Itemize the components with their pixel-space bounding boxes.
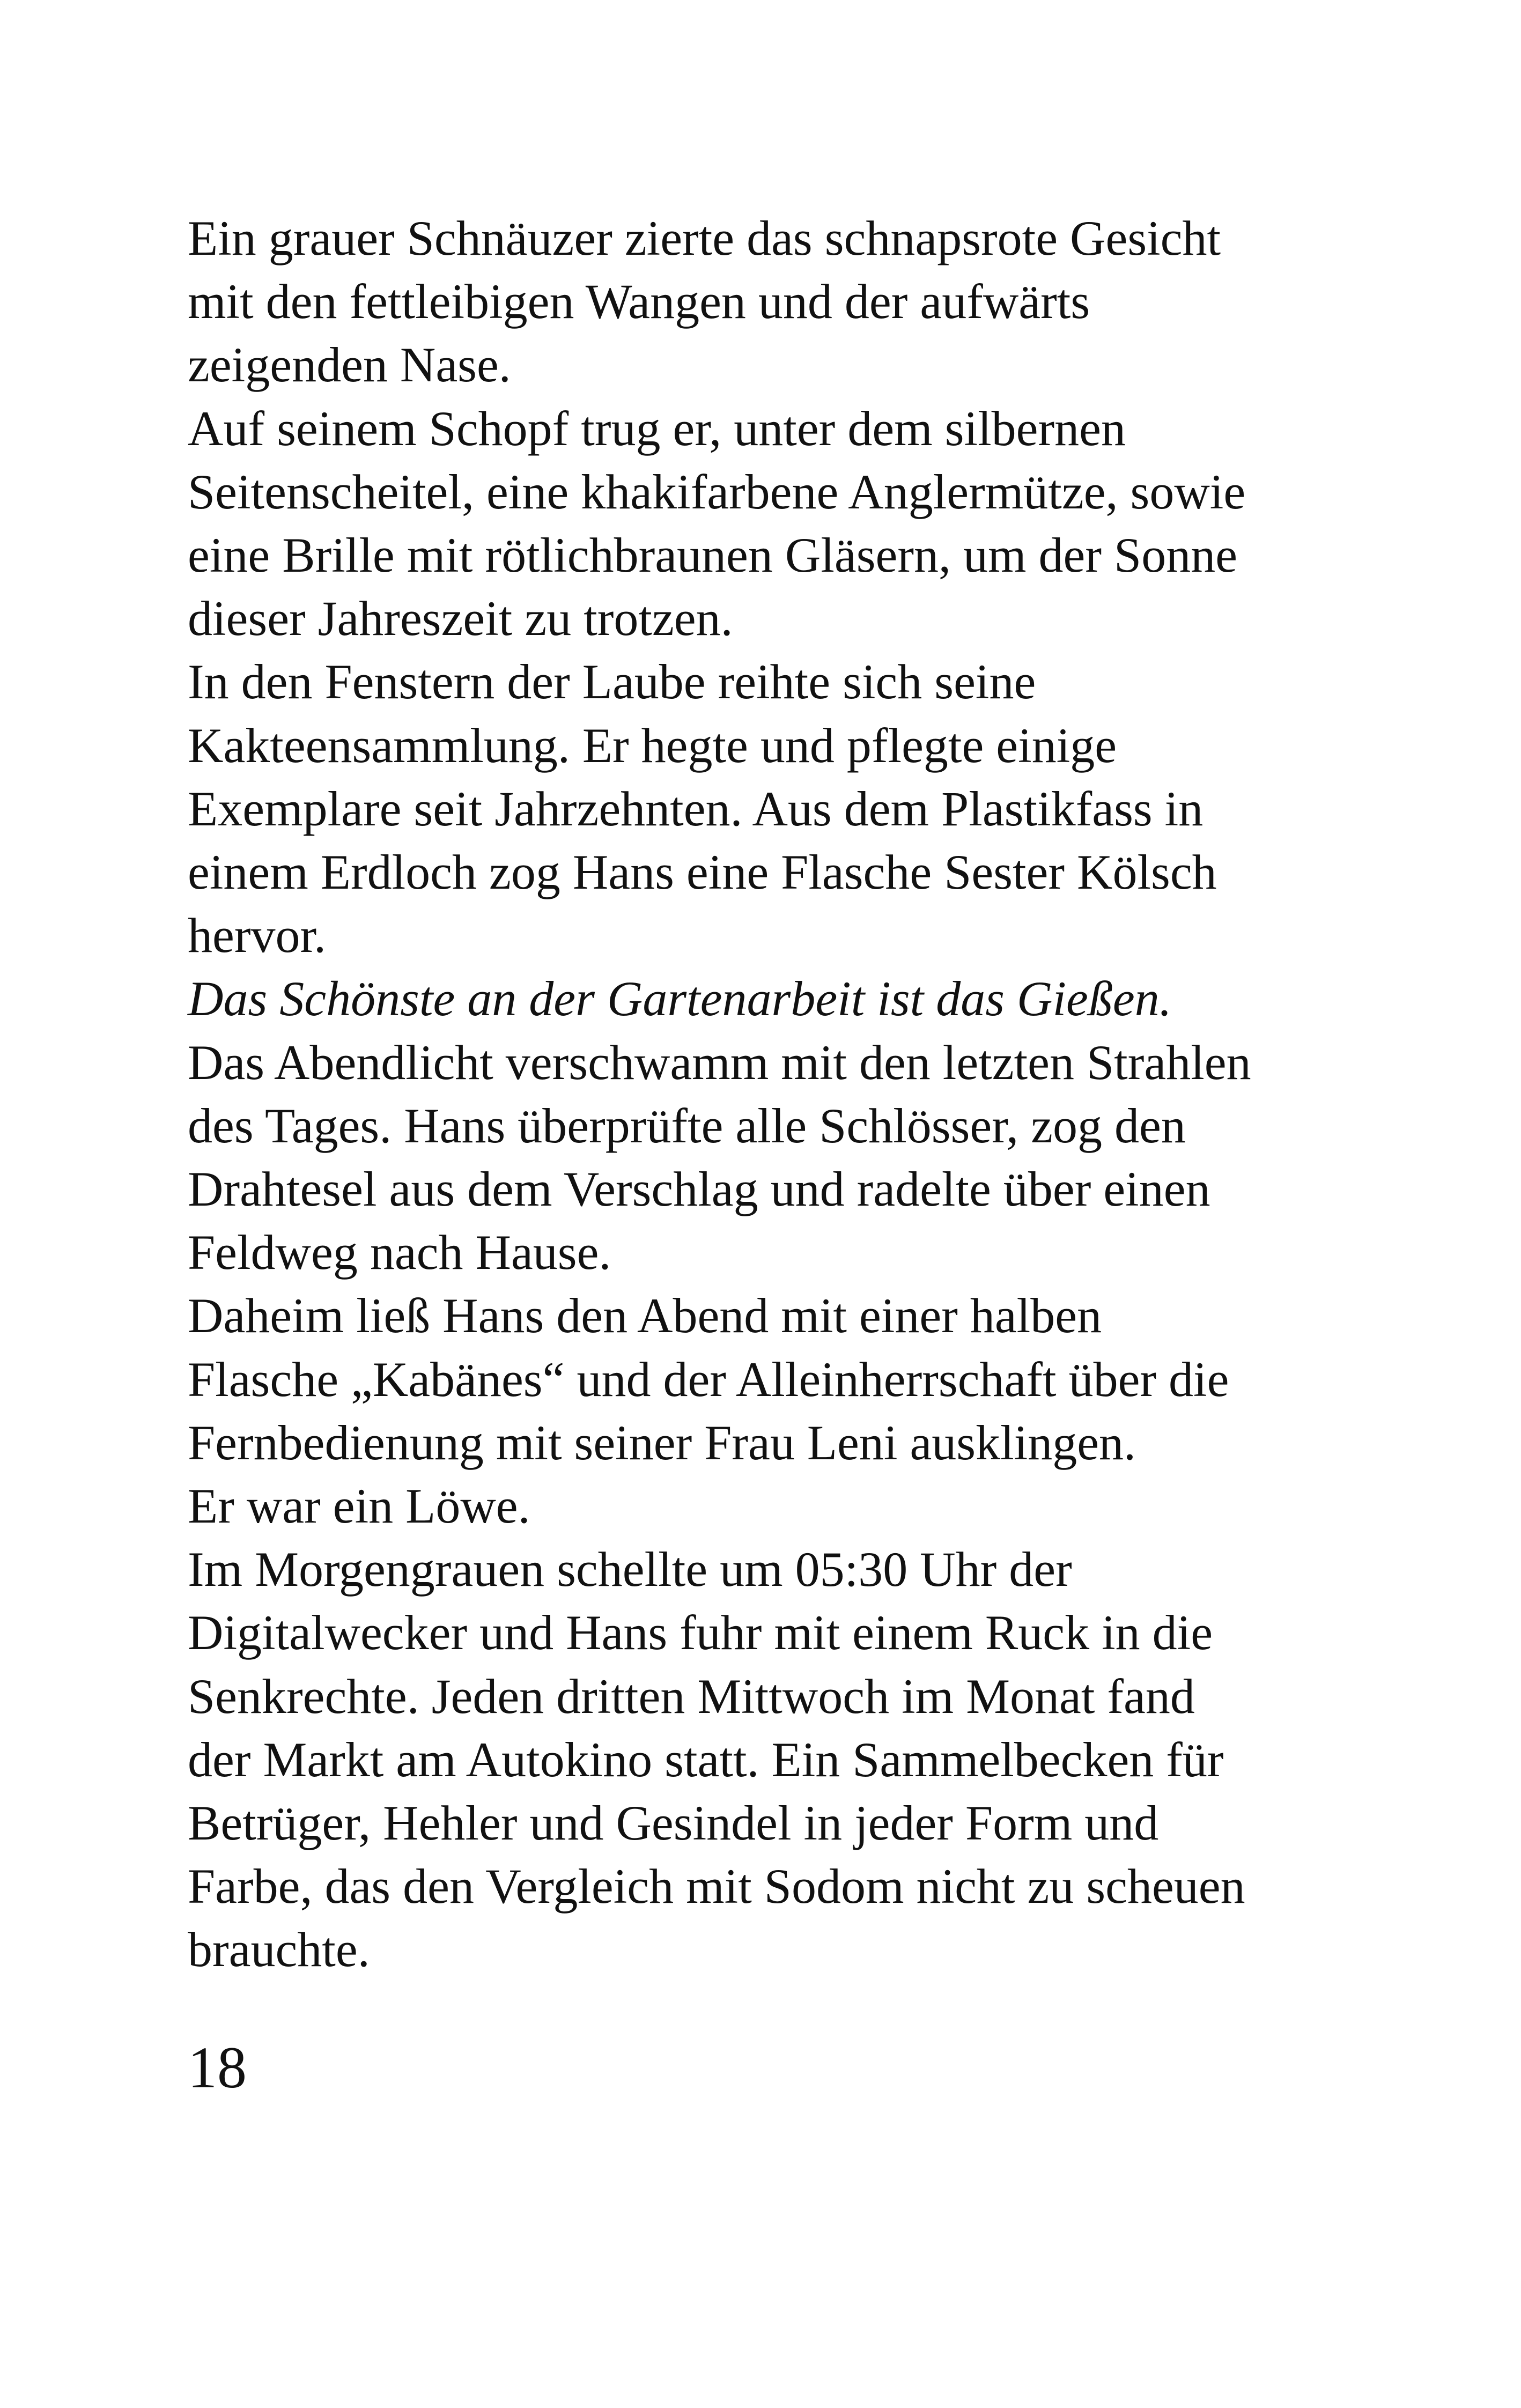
text-line: Betrüger, Hehler und Gesindel in jeder Form und <box>188 1796 1159 1850</box>
text-line: Das Schönste an der Gartenarbeit ist das Gießen. <box>188 971 1172 1026</box>
text-line: dieser Jahreszeit zu trotzen. <box>188 591 733 646</box>
text-line: Exemplare seit Jahrzehnten. Aus dem Plastikfass in <box>188 781 1203 836</box>
text-line: Im Morgengrauen schellte um 05:30 Uhr der <box>188 1542 1072 1597</box>
text-line: zeigenden Nase. <box>188 337 511 393</box>
text-line: hervor. <box>188 908 327 963</box>
text-line: Auf seinem Schopf trug er, unter dem silbernen <box>188 401 1126 456</box>
text-line: brauchte. <box>188 1922 370 1977</box>
text-line: der Markt am Autokino statt. Ein Sammelbecken für <box>188 1732 1224 1787</box>
text-line: Daheim ließ Hans den Abend mit einer halben <box>188 1288 1102 1343</box>
text-line: Das Abendlicht verschwamm mit den letzten Strahlen <box>188 1035 1251 1090</box>
text-line: des Tages. Hans überprüfte alle Schlösser, zog den <box>188 1098 1186 1153</box>
text-line: Feldweg nach Hause. <box>188 1225 611 1280</box>
text-line: Fernbedienung mit seiner Frau Leni ausklingen. <box>188 1415 1136 1470</box>
text-line: Drahtesel aus dem Verschlag und radelte über einen <box>188 1162 1210 1216</box>
text-line: Digitalwecker und Hans fuhr mit einem Ruck in die <box>188 1605 1213 1660</box>
text-line: Ein grauer Schnäuzer zierte das schnapsrote Gesicht <box>188 211 1221 265</box>
text-line: einem Erdloch zog Hans eine Flasche Sester Kölsch <box>188 845 1217 899</box>
text-line: Er war ein Löwe. <box>188 1479 530 1533</box>
text-line: Flasche „Kabänes“ und der Alleinherrschaft über die <box>188 1351 1229 1407</box>
text-line: In den Fenstern der Laube reihte sich seine <box>188 654 1036 710</box>
text-line: Senkrechte. Jeden dritten Mittwoch im Monat fand <box>188 1668 1195 1724</box>
text-line: mit den fettleibigen Wangen und der aufwärts <box>188 274 1090 329</box>
text-line: Farbe, das den Vergleich mit Sodom nicht zu scheuen <box>188 1859 1245 1914</box>
text-line: eine Brille mit rötlichbraunen Gläsern, um der Sonne <box>188 528 1238 582</box>
text-line: Seitenscheitel, eine khakifarbene Anglermütze, sowie <box>188 464 1246 519</box>
page-number: 18 <box>188 2035 247 2100</box>
text-line: Kakteensammlung. Er hegte und pflegte einige <box>188 718 1117 773</box>
